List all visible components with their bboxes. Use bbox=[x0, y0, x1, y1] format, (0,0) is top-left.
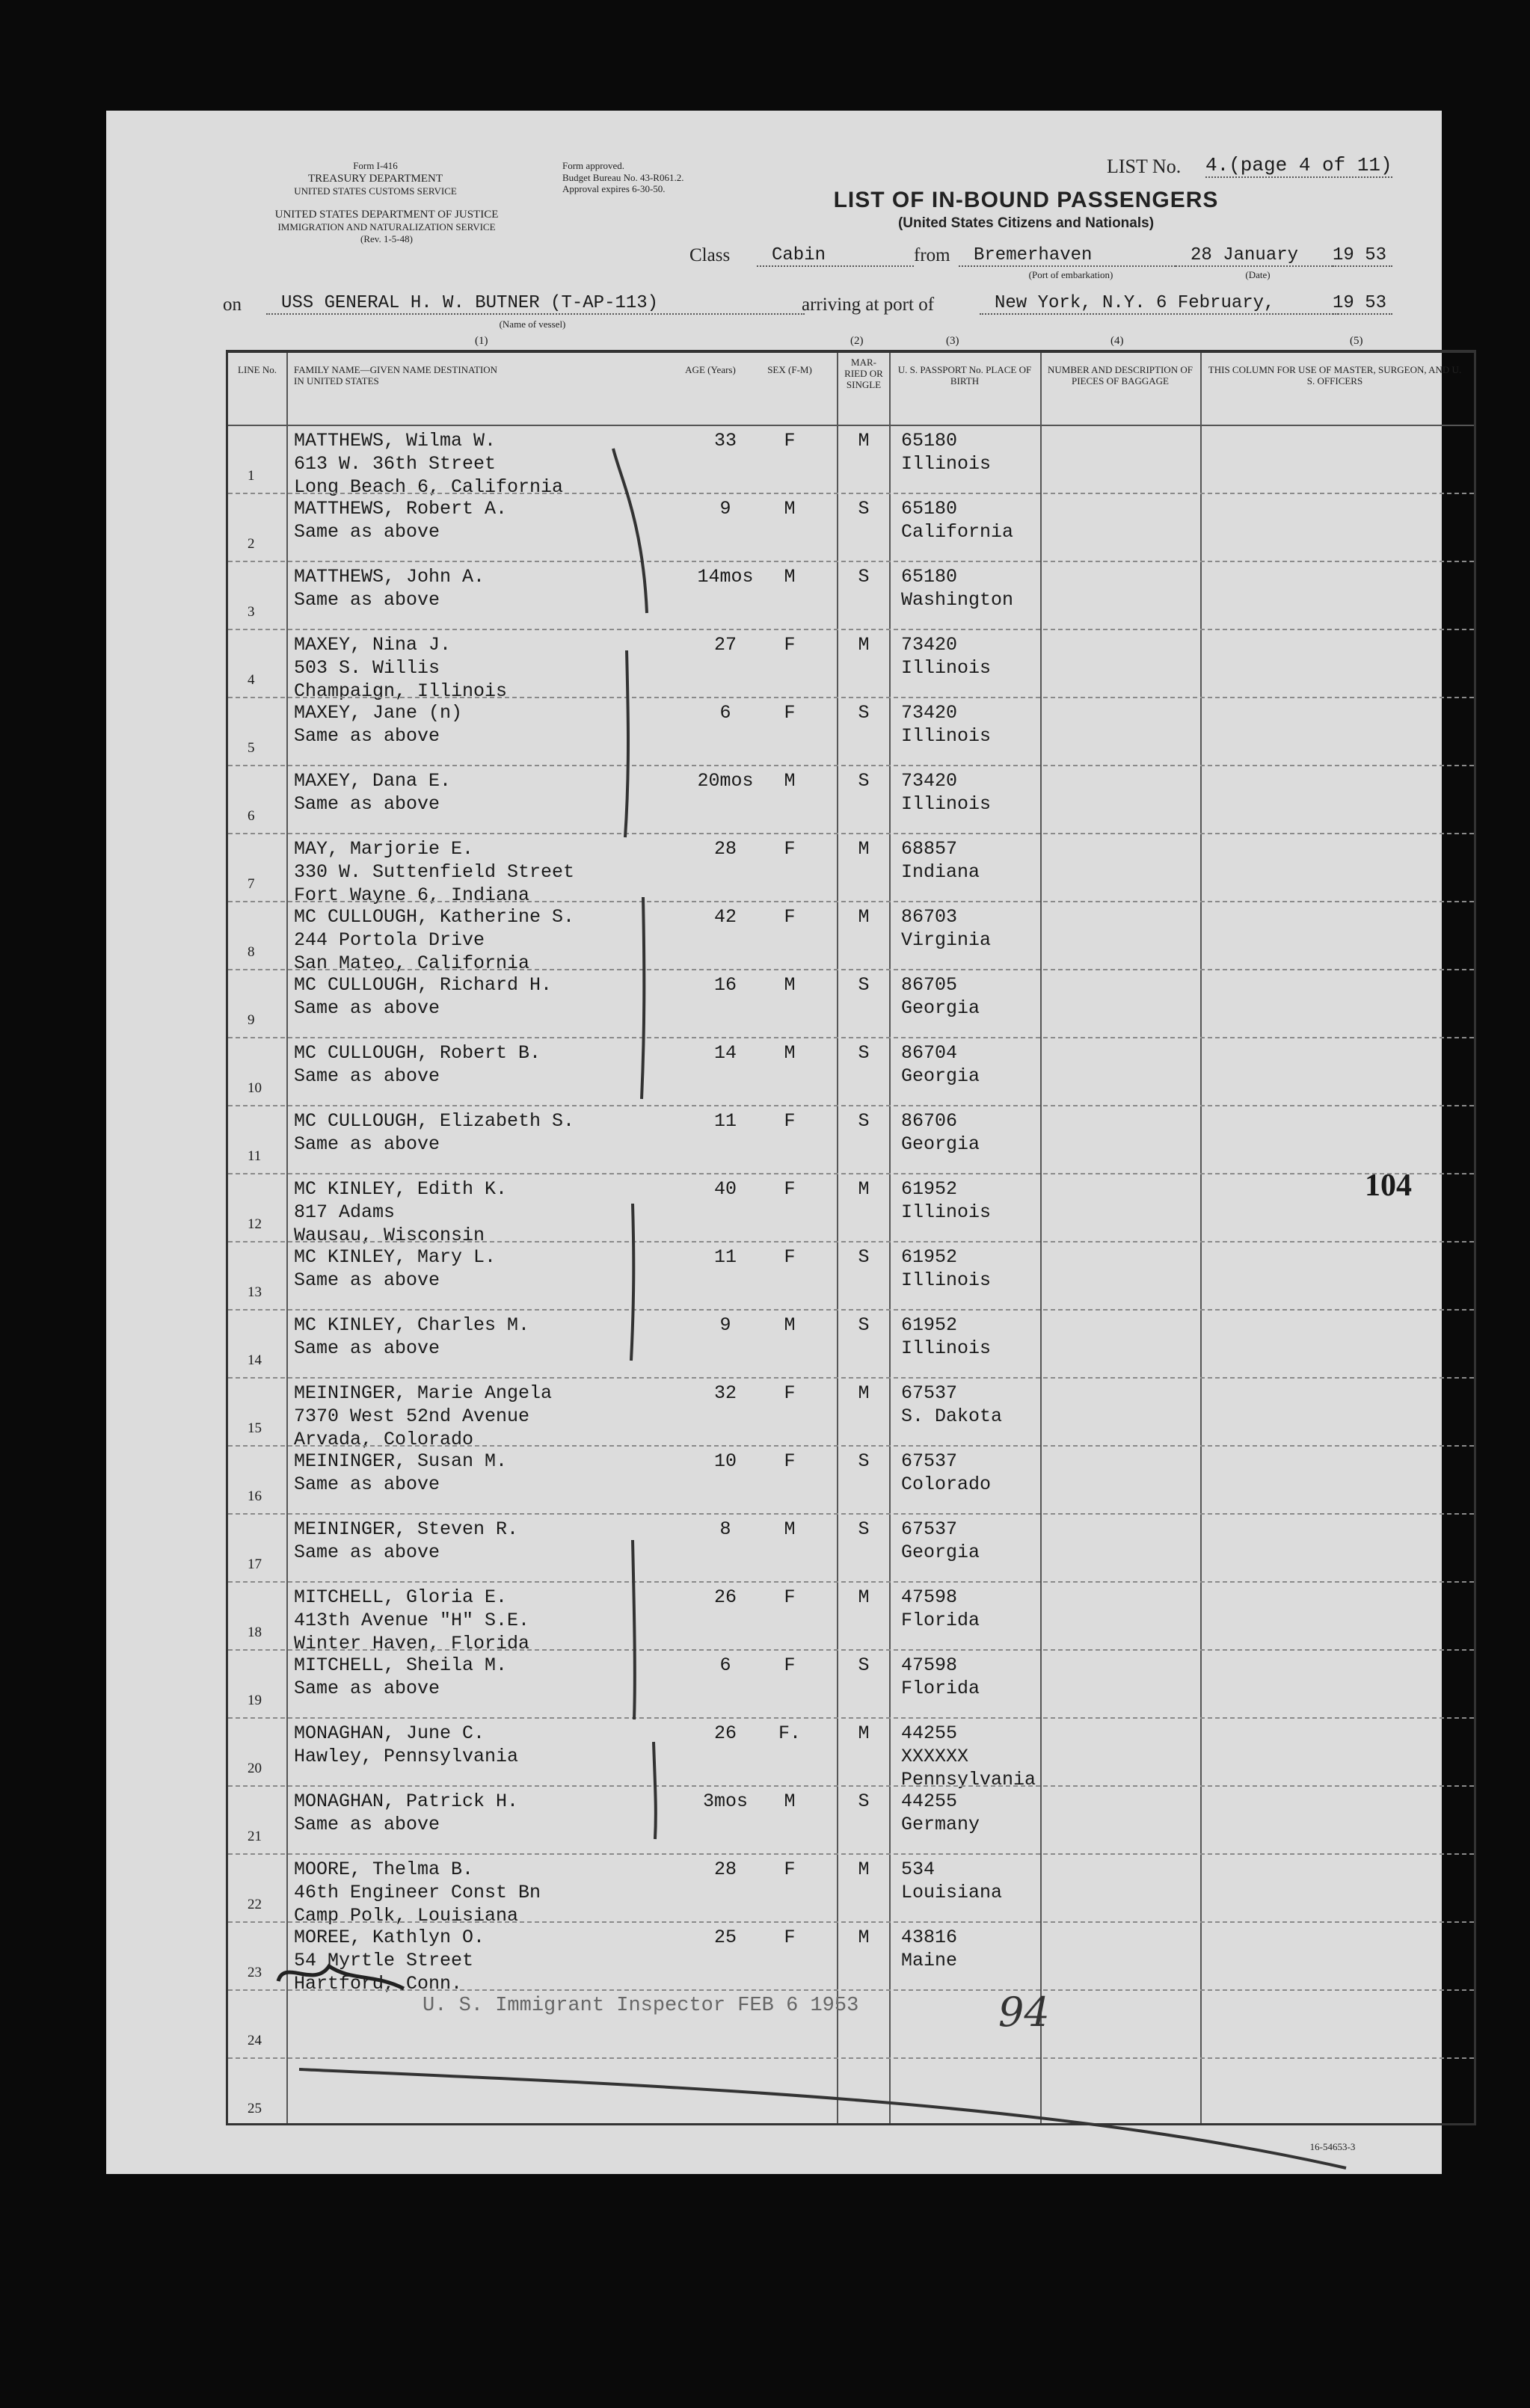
row-name: MITCHELL, Gloria E. 413th Avenue "H" S.E. Winter Haven, Florida bbox=[294, 1586, 530, 1654]
row-name: MAXEY, Nina J. 503 S. Willis Champaign, Illinois bbox=[294, 634, 508, 702]
class-label: Class bbox=[689, 245, 731, 265]
row-divider bbox=[228, 969, 1474, 970]
row-name: MOREE, Kathlyn O. 54 Myrtle Street Hartford, Conn. bbox=[294, 1927, 485, 1995]
inspector-stamp: U. S. Immigrant Inspector FEB 6 1953 bbox=[423, 1995, 859, 2017]
row-marital: M bbox=[858, 634, 870, 656]
row-marital: M bbox=[858, 1178, 870, 1200]
row-age: 8 bbox=[719, 1518, 731, 1540]
header-line-no: LINE No. bbox=[238, 364, 277, 375]
customs-label: UNITED STATES CUSTOMS SERVICE bbox=[294, 185, 457, 197]
approval-block bbox=[562, 160, 772, 195]
row-divider bbox=[228, 1105, 1474, 1106]
approved-label: Form approved. bbox=[562, 160, 625, 171]
row-marital: S bbox=[858, 1790, 870, 1812]
row-name: MATTHEWS, Wilma W. 613 W. 36th Street Long Beach 6, California bbox=[294, 430, 564, 498]
handwritten-number: 94 bbox=[998, 1989, 1050, 2036]
vessel-caption: (Name of vessel) bbox=[499, 318, 566, 330]
row-line-no: 11 bbox=[248, 1148, 262, 1164]
page-subtitle: (United States Citizens and Nationals) bbox=[897, 215, 1155, 231]
header-name: FAMILY NAME—GIVEN NAME DESTINATION IN UNITED STATES bbox=[294, 364, 498, 387]
row-passport: 43816 Maine bbox=[901, 1927, 958, 1971]
budget-label: Budget Bureau No. 43-R061.2. bbox=[562, 171, 684, 183]
row-passport: 65180 California bbox=[901, 498, 1014, 543]
header-passport: U. S. PASSPORT No. PLACE OF BIRTH bbox=[897, 364, 1032, 387]
row-sex: F bbox=[784, 1246, 796, 1268]
row-passport: 67537 Colorado bbox=[901, 1450, 992, 1495]
row-name: MC CULLOUGH, Elizabeth S. Same as above bbox=[294, 1110, 575, 1155]
row-name: MONAGHAN, June C. Hawley, Pennsylvania bbox=[294, 1722, 519, 1767]
treasury-label: TREASURY DEPARTMENT bbox=[307, 172, 443, 185]
row-name: MC CULLOUGH, Katherine S. 244 Portola Drive San Mateo, California bbox=[294, 906, 575, 974]
row-divider bbox=[228, 1853, 1474, 1855]
row-marital: S bbox=[858, 1110, 870, 1132]
row-passport: 67537 S. Dakota bbox=[901, 1382, 1003, 1427]
row-name: MC KINLEY, Mary L. Same as above bbox=[294, 1246, 497, 1291]
row-line-no: 21 bbox=[248, 1829, 262, 1844]
row-age: 9 bbox=[719, 1314, 731, 1336]
header-married: MAR-RIED OR SINGLE bbox=[844, 357, 883, 390]
row-name: MAXEY, Dana E. Same as above bbox=[294, 770, 452, 815]
row-divider bbox=[228, 697, 1474, 698]
row-sex: F bbox=[784, 1586, 796, 1608]
row-line-no: 15 bbox=[248, 1420, 262, 1436]
row-line-no: 18 bbox=[248, 1625, 262, 1640]
row-divider bbox=[228, 1717, 1474, 1719]
row-name: MATTHEWS, John A. Same as above bbox=[294, 566, 485, 611]
row-line-no: 7 bbox=[248, 876, 255, 892]
row-line-no: 3 bbox=[248, 604, 255, 620]
row-divider bbox=[228, 1037, 1474, 1038]
colnum-4: (4) bbox=[1110, 335, 1124, 347]
row-divider bbox=[228, 629, 1474, 630]
row-passport: 534 Louisiana bbox=[901, 1859, 1003, 1903]
on-label: on bbox=[223, 295, 242, 315]
date-year: 19 53 bbox=[1333, 245, 1392, 267]
colnum-3: (3) bbox=[946, 335, 959, 347]
row-passport: 61952 Illinois bbox=[901, 1178, 992, 1223]
row-passport: 86705 Georgia bbox=[901, 974, 980, 1019]
row-passport: 65180 Illinois bbox=[901, 430, 992, 475]
row-divider bbox=[228, 561, 1474, 562]
row-divider bbox=[228, 2057, 1474, 2059]
row-sex: F. bbox=[778, 1722, 801, 1744]
row-age: 14 bbox=[713, 1042, 737, 1064]
row-name: MAY, Marjorie E. 330 W. Suttenfield Street Fort Wayne 6, Indiana bbox=[294, 838, 575, 906]
row-sex: M bbox=[784, 498, 796, 520]
row-sex: F bbox=[784, 1110, 796, 1132]
row-marital: M bbox=[858, 1927, 870, 1948]
row-age: 11 bbox=[713, 1110, 737, 1132]
arrival-year: 19 53 bbox=[1333, 293, 1392, 315]
row-name: MONAGHAN, Patrick H. Same as above bbox=[294, 1790, 519, 1835]
row-age: 33 bbox=[713, 430, 737, 452]
row-marital: S bbox=[858, 702, 870, 724]
row-line-no: 10 bbox=[248, 1080, 262, 1096]
row-age: 40 bbox=[713, 1178, 737, 1200]
row-age: 32 bbox=[713, 1382, 737, 1404]
form-number: Form I-416 bbox=[353, 160, 398, 171]
row-name: MC CULLOUGH, Richard H. Same as above bbox=[294, 974, 553, 1019]
row-line-no: 6 bbox=[248, 808, 255, 824]
row-sex: F bbox=[784, 1859, 796, 1880]
row-age: 9 bbox=[719, 498, 731, 520]
row-line-no: 16 bbox=[248, 1488, 262, 1504]
row-name: MEININGER, Susan M. Same as above bbox=[294, 1450, 508, 1495]
row-marital: S bbox=[858, 974, 870, 996]
manifest-sheet bbox=[106, 111, 1462, 2174]
row-line-no: 24 bbox=[248, 2033, 262, 2048]
row-passport: 68857 Indiana bbox=[901, 838, 980, 883]
row-age: 26 bbox=[713, 1722, 737, 1744]
from-label: from bbox=[914, 245, 950, 265]
row-passport: 65180 Washington bbox=[901, 566, 1014, 611]
row-sex: F bbox=[784, 1178, 796, 1200]
row-age: 14mos bbox=[697, 566, 754, 588]
row-divider bbox=[228, 1309, 1474, 1311]
row-age: 42 bbox=[713, 906, 737, 928]
expires-label: Approval expires 6-30-50. bbox=[562, 183, 666, 195]
row-marital: S bbox=[858, 566, 870, 588]
page-title: LIST OF IN-BOUND PASSENGERS bbox=[833, 188, 1219, 212]
row-age: 27 bbox=[713, 634, 737, 656]
row-age: 28 bbox=[713, 1859, 737, 1880]
justice-block bbox=[218, 208, 555, 244]
row-divider bbox=[228, 1649, 1474, 1651]
row-marital: S bbox=[858, 1654, 870, 1676]
row-divider bbox=[228, 1445, 1474, 1447]
row-passport: 73420 Illinois bbox=[901, 770, 992, 815]
row-marital: M bbox=[858, 1722, 870, 1744]
row-marital: S bbox=[858, 1518, 870, 1540]
row-name: MAXEY, Jane (n) Same as above bbox=[294, 702, 463, 747]
row-line-no: 5 bbox=[248, 740, 255, 756]
row-passport: 61952 Illinois bbox=[901, 1246, 992, 1291]
row-name: MATTHEWS, Robert A. Same as above bbox=[294, 498, 508, 543]
row-passport: 86703 Virginia bbox=[901, 906, 992, 951]
row-sex: M bbox=[784, 1314, 796, 1336]
row-divider bbox=[228, 1241, 1474, 1243]
row-sex: F bbox=[784, 1927, 796, 1948]
row-marital: S bbox=[858, 1042, 870, 1064]
row-age: 20mos bbox=[697, 770, 754, 792]
row-passport: 73420 Illinois bbox=[901, 634, 992, 679]
row-age: 25 bbox=[713, 1927, 737, 1948]
row-marital: M bbox=[858, 838, 870, 860]
row-line-no: 2 bbox=[248, 536, 255, 552]
row-passport: 86704 Georgia bbox=[901, 1042, 980, 1087]
row-name: MC KINLEY, Charles M. Same as above bbox=[294, 1314, 530, 1359]
row-sex: M bbox=[784, 1518, 796, 1540]
row-line-no: 13 bbox=[248, 1284, 262, 1300]
row-marital: S bbox=[858, 1314, 870, 1336]
header-age: AGE (Years) bbox=[685, 364, 736, 375]
row-passport: 67537 Georgia bbox=[901, 1518, 980, 1563]
row-sex: F bbox=[784, 1382, 796, 1404]
row-line-no: 22 bbox=[248, 1897, 262, 1912]
row-line-no: 4 bbox=[248, 672, 255, 688]
row-name: MOORE, Thelma B. 46th Engineer Const Bn Camp Polk, Louisiana bbox=[294, 1859, 541, 1927]
row-divider bbox=[228, 1989, 1474, 1991]
row-sex: F bbox=[784, 702, 796, 724]
row-passport: 86706 Georgia bbox=[901, 1110, 980, 1155]
row-passport: 73420 Illinois bbox=[901, 702, 992, 747]
row-age: 28 bbox=[713, 838, 737, 860]
row-name: MEININGER, Steven R. Same as above bbox=[294, 1518, 519, 1563]
row-divider bbox=[228, 1581, 1474, 1583]
from-value: Bremerhaven bbox=[959, 245, 1176, 267]
row-passport: 61952 Illinois bbox=[901, 1314, 992, 1359]
row-marital: M bbox=[858, 1859, 870, 1880]
row-line-no: 20 bbox=[248, 1761, 262, 1776]
row-sex: F bbox=[784, 634, 796, 656]
row-divider bbox=[228, 1173, 1474, 1174]
row-sex: F bbox=[784, 906, 796, 928]
header-officers: THIS COLUMN FOR USE OF MASTER, SURGEON, AND U. S. OFFICERS bbox=[1208, 364, 1462, 387]
officer-number: 104 bbox=[1365, 1168, 1412, 1203]
row-name: MEININGER, Marie Angela 7370 West 52nd Avenue Arvada, Colorado bbox=[294, 1382, 553, 1450]
row-marital: S bbox=[858, 1246, 870, 1268]
row-line-no: 23 bbox=[248, 1965, 262, 1980]
row-sex: M bbox=[784, 974, 796, 996]
row-sex: M bbox=[784, 566, 796, 588]
form-agency-block bbox=[218, 160, 532, 197]
row-passport: 44255 Germany bbox=[901, 1790, 980, 1835]
row-age: 6 bbox=[719, 702, 731, 724]
row-divider bbox=[228, 1377, 1474, 1379]
row-line-no: 14 bbox=[248, 1352, 262, 1368]
row-sex: F bbox=[784, 1450, 796, 1472]
vessel-name: USS GENERAL H. W. BUTNER (T-AP-113) bbox=[266, 293, 805, 315]
row-age: 16 bbox=[713, 974, 737, 996]
port-caption: (Port of embarkation) bbox=[1028, 269, 1113, 280]
row-passport: 47598 Florida bbox=[901, 1654, 980, 1699]
row-divider bbox=[228, 1513, 1474, 1515]
justice-label: UNITED STATES DEPARTMENT OF JUSTICE bbox=[274, 209, 499, 221]
row-marital: M bbox=[858, 1382, 870, 1404]
header-sex: SEX (F-M) bbox=[767, 364, 812, 375]
row-marital: M bbox=[858, 430, 870, 452]
row-divider bbox=[228, 493, 1474, 494]
row-age: 11 bbox=[713, 1246, 737, 1268]
row-line-no: 8 bbox=[248, 944, 255, 960]
list-number-label: LIST No. bbox=[1107, 155, 1182, 177]
colnum-1: (1) bbox=[475, 335, 488, 347]
colnum-2: (2) bbox=[850, 335, 864, 347]
row-passport: 44255 XXXXXX Pennsylvania bbox=[901, 1722, 1036, 1790]
row-sex: M bbox=[784, 770, 796, 792]
row-line-no: 19 bbox=[248, 1693, 262, 1708]
arriving-label: arriving at port of bbox=[802, 295, 935, 315]
row-line-no: 25 bbox=[248, 2101, 262, 2116]
form-code: 16-54653-3 bbox=[1309, 2141, 1356, 2152]
row-marital: S bbox=[858, 1450, 870, 1472]
row-marital: S bbox=[858, 498, 870, 520]
row-divider bbox=[228, 1785, 1474, 1787]
row-line-no: 17 bbox=[248, 1556, 262, 1572]
row-name: MITCHELL, Sheila M. Same as above bbox=[294, 1654, 508, 1699]
row-age: 6 bbox=[719, 1654, 731, 1676]
row-sex: F bbox=[784, 430, 796, 452]
colnum-5: (5) bbox=[1350, 335, 1363, 347]
row-marital: M bbox=[858, 1586, 870, 1608]
row-sex: M bbox=[784, 1042, 796, 1064]
class-value: Cabin bbox=[757, 245, 914, 267]
row-line-no: 12 bbox=[248, 1216, 262, 1232]
row-marital: S bbox=[858, 770, 870, 792]
row-divider bbox=[228, 765, 1474, 766]
arrival-value: New York, N.Y. 6 February, bbox=[980, 293, 1339, 315]
row-divider bbox=[228, 833, 1474, 834]
ins-label: IMMIGRATION AND NATURALIZATION SERVICE bbox=[277, 221, 496, 233]
list-number-value: 4.(page 4 of 11) bbox=[1205, 154, 1392, 176]
row-sex: F bbox=[784, 838, 796, 860]
row-age: 26 bbox=[713, 1586, 737, 1608]
row-name: MC CULLOUGH, Robert B. Same as above bbox=[294, 1042, 541, 1087]
passenger-table bbox=[226, 335, 1476, 2125]
row-line-no: 1 bbox=[248, 468, 255, 484]
row-line-no: 9 bbox=[248, 1012, 255, 1028]
row-marital: M bbox=[858, 906, 870, 928]
date-caption: (Date) bbox=[1245, 269, 1271, 280]
date-value: 28 January bbox=[1176, 245, 1333, 267]
row-sex: F bbox=[784, 1654, 796, 1676]
header-baggage: NUMBER AND DESCRIPTION OF PIECES OF BAGGAGE bbox=[1048, 364, 1193, 387]
row-divider bbox=[228, 901, 1474, 902]
row-sex: M bbox=[784, 1790, 796, 1812]
row-passport: 47598 Florida bbox=[901, 1586, 980, 1631]
row-age: 10 bbox=[713, 1450, 737, 1472]
row-divider bbox=[228, 1921, 1474, 1923]
rev-label: (Rev. 1-5-48) bbox=[360, 233, 413, 244]
row-age: 3mos bbox=[702, 1790, 748, 1812]
row-name: MC KINLEY, Edith K. 817 Adams Wausau, Wisconsin bbox=[294, 1178, 508, 1246]
